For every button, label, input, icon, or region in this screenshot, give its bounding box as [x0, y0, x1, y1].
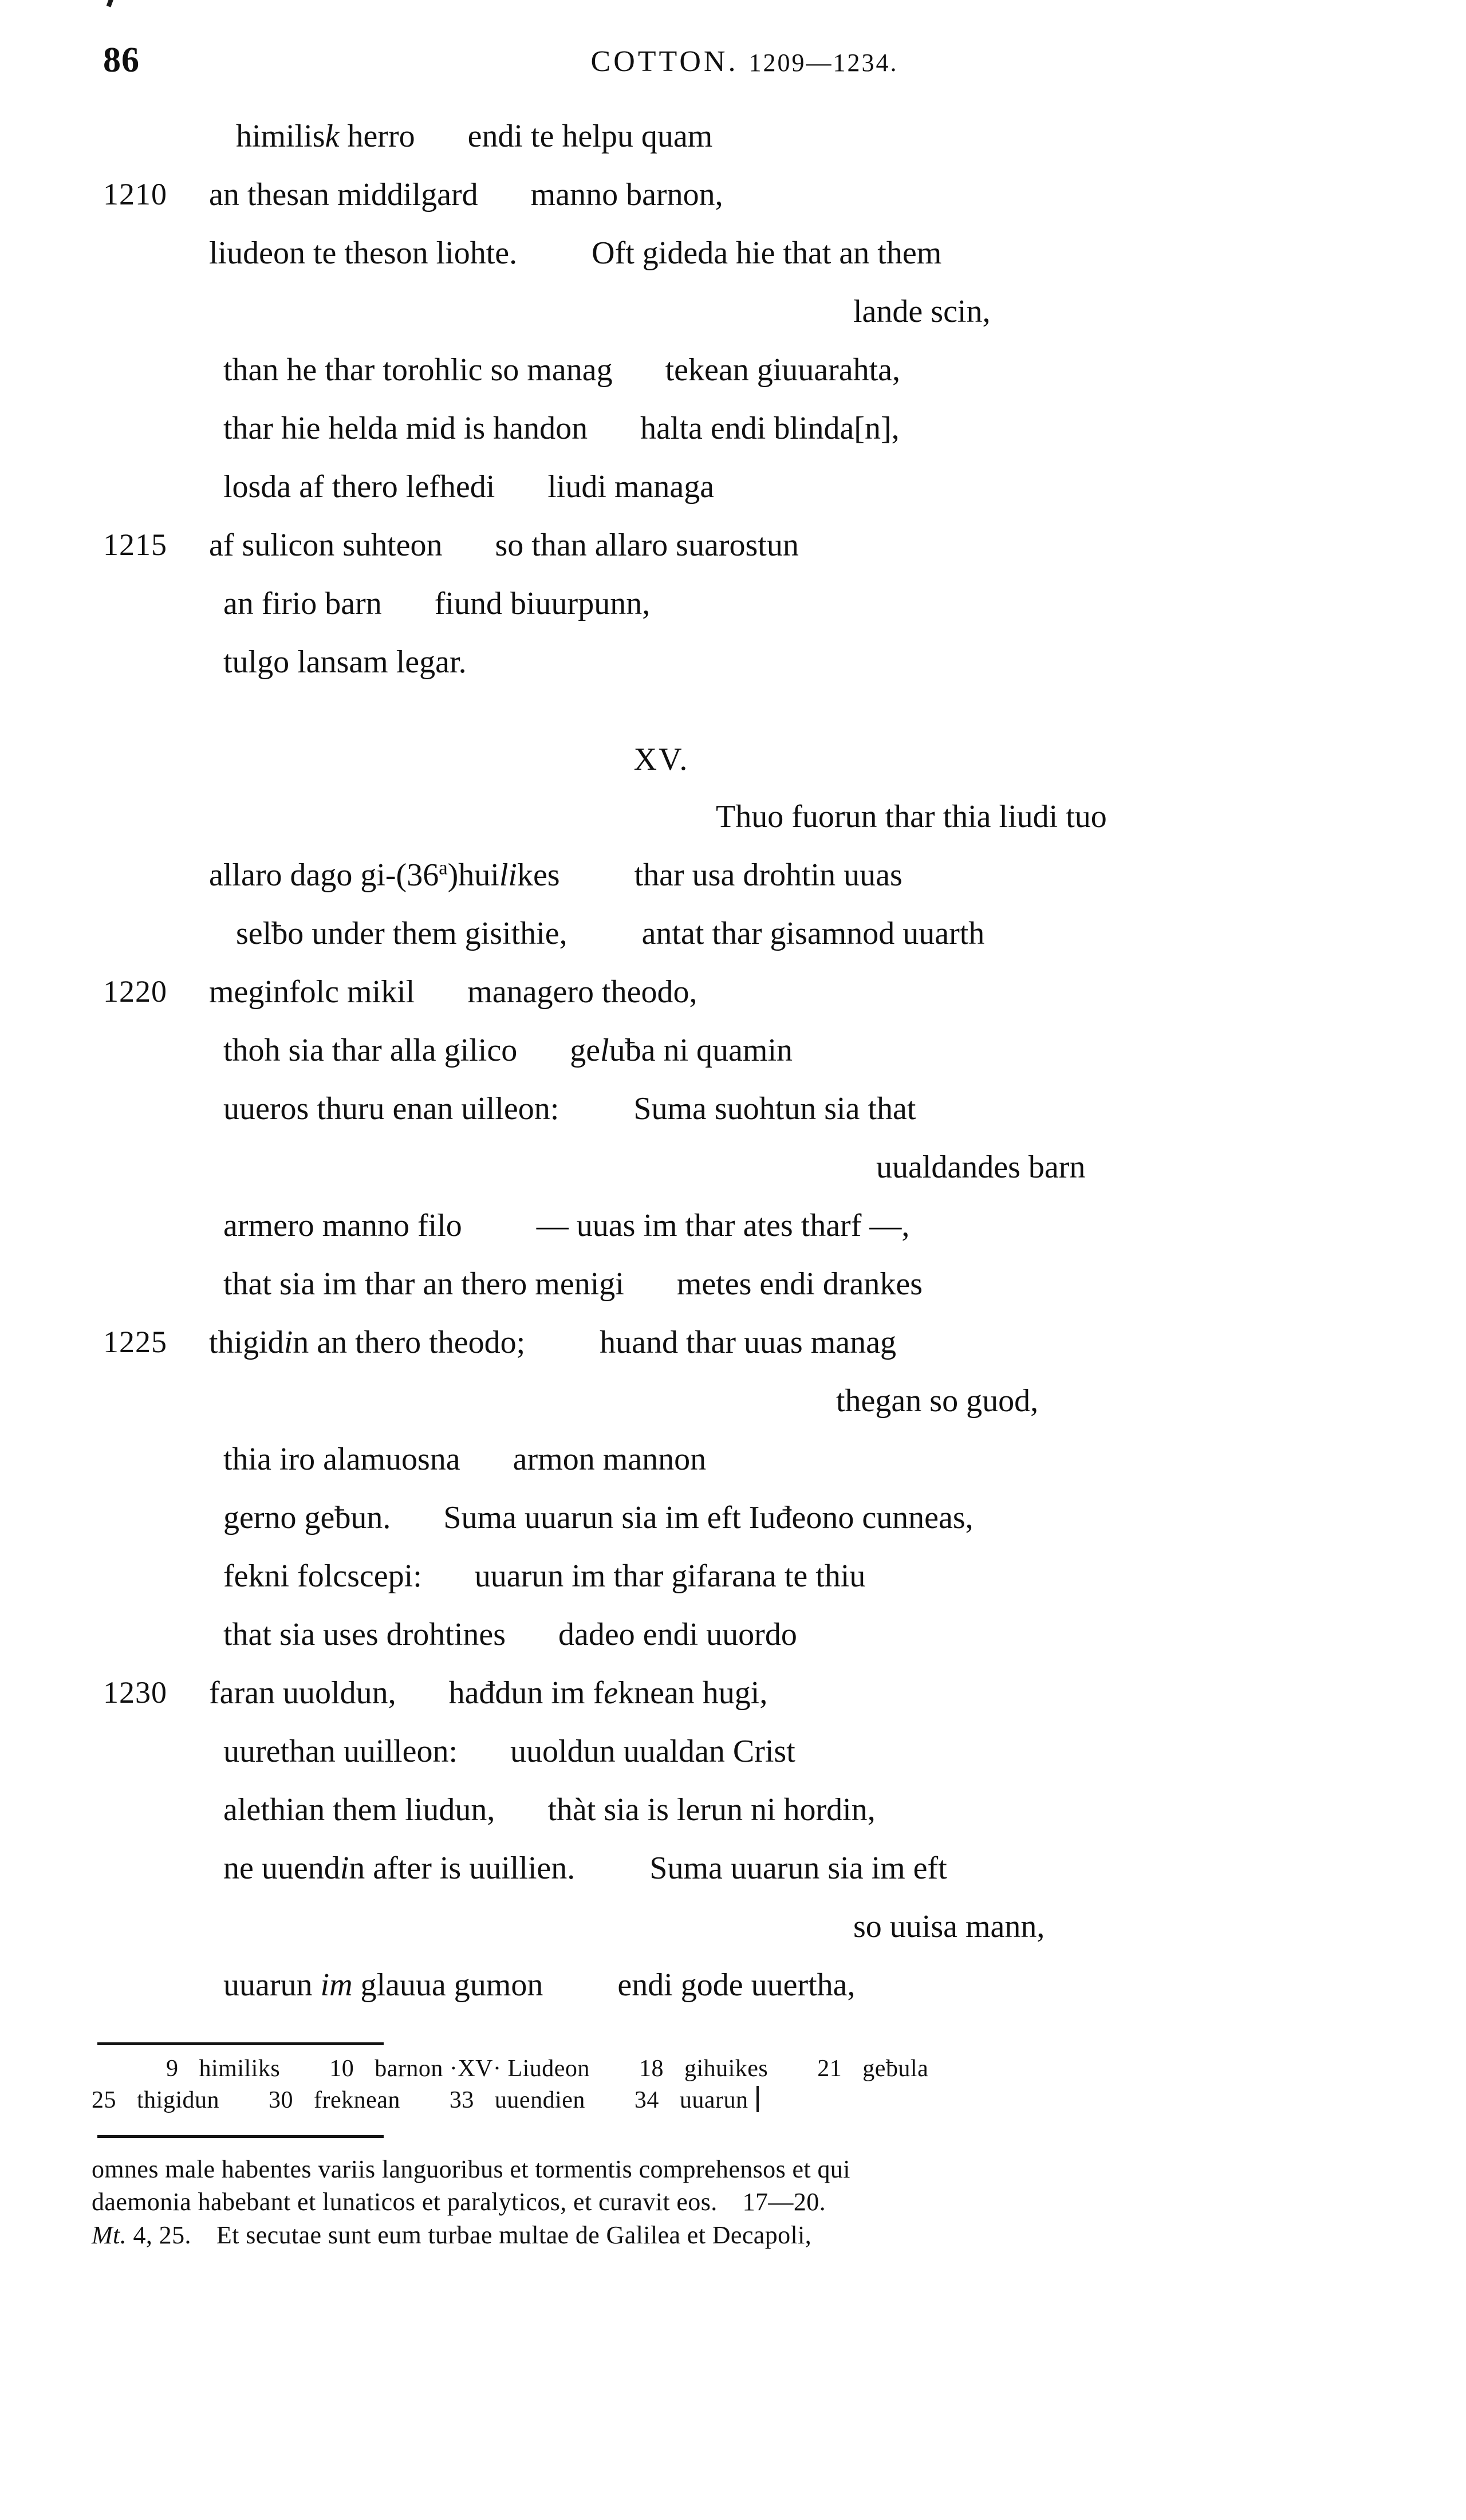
verse-text-run: uuoldun uualdan Crist [510, 1734, 795, 1769]
verse-line-text [223, 471, 714, 503]
verse-line [92, 529, 1374, 588]
verse-line-number: 1215 [103, 527, 167, 562]
verse-text-run: gerno geƀun. [223, 1500, 391, 1535]
apparatus-reading: barnon ·XV· Liudeon [375, 2056, 590, 2082]
verse-text-run: huand thar uuas manag [600, 1325, 896, 1360]
verse-text-run: thia iro alamuosna [223, 1442, 460, 1477]
chapter-heading: XV. [633, 742, 689, 777]
verse-text-run: so uuisa mann, [853, 1909, 1045, 1944]
verse-line-text [716, 801, 1107, 833]
verse-line-text [223, 1443, 706, 1475]
apparatus-end-bar [756, 2086, 759, 2112]
verse-line-text [236, 918, 984, 950]
verse-line-text [209, 179, 723, 211]
verse-text-run: uuarun im thar gifarana te thiu [474, 1558, 866, 1594]
verse-line [92, 1969, 1374, 2027]
verse-text-run: fekni folcscepi: [223, 1558, 422, 1594]
verse-line-text [223, 1619, 797, 1651]
verse-line-text [223, 1969, 856, 2001]
verse-text-run: Oft gideda hie that an them [592, 235, 942, 271]
verse-line [92, 1385, 1374, 1443]
verse-line [92, 588, 1374, 646]
verse-line-text [853, 1911, 1045, 1943]
source-note-chapter-ref: 4, 25. [133, 2220, 191, 2249]
running-head-title [92, 45, 1374, 78]
apparatus-line-number: 33 [449, 2086, 474, 2113]
verse-text-run: liudeon te theson liohte. [209, 235, 518, 271]
emended-letter: li [499, 857, 517, 893]
verse-text-run: Thuo fuorun thar thia liudi tuo [716, 799, 1107, 834]
verse-text-run: halta endi blinda[n], [640, 411, 900, 446]
source-note-line [92, 2186, 1374, 2218]
verse-text-run: alethian them liudun, [223, 1792, 495, 1828]
verse-text-run: uƀa ni quamin [609, 1033, 793, 1068]
verse-text-run: af sulicon suhteon [209, 527, 443, 563]
verse-line [92, 1911, 1374, 1969]
source-note-text: daemonia habebant et lunaticos et paralyticos, et curavit eos. [92, 2188, 718, 2216]
verse-text-run: thigid [209, 1325, 284, 1360]
verse-text-run: than he thar torohlic so manag [223, 352, 613, 388]
source-note-text: omnes male habentes variis languoribus et tormentis comprehensos et qui [92, 2155, 850, 2184]
verse-text-run: uurethan uuilleon: [223, 1734, 458, 1769]
verse-line [92, 976, 1374, 1034]
verse-line [92, 1151, 1374, 1210]
verse-text-run: Suma suohtun sia that [633, 1091, 916, 1127]
verse-line [92, 1034, 1374, 1093]
verse-text-run: managero theodo, [467, 974, 697, 1010]
verse-line-text [223, 1735, 795, 1767]
verse-line [92, 471, 1374, 529]
verse-line [92, 1093, 1374, 1151]
verse-line-text [209, 976, 697, 1008]
verse-text-run: that sia uses drohtines [223, 1617, 506, 1652]
verse-line-text [223, 588, 650, 620]
verse-line [92, 354, 1374, 412]
verse-line [92, 1210, 1374, 1268]
verse-line-text [836, 1385, 1038, 1417]
verse-line-text [223, 1034, 793, 1066]
source-note-rule [97, 2135, 384, 2138]
verse-text-run: losda af thero lefhedi [223, 469, 495, 505]
apparatus-line-number: 18 [639, 2056, 664, 2082]
verse-text-run: armon mannon [513, 1442, 707, 1477]
verse-line-text [209, 529, 799, 561]
apparatus-reading: uuarun [679, 2086, 748, 2113]
emended-letter: l [600, 1033, 609, 1068]
apparatus-reading: geƀula [862, 2056, 929, 2082]
verse-text-run: thoh sia thar alla gilico [223, 1033, 518, 1068]
verse-text-run: thàt sia is lerun ni hordin, [547, 1792, 876, 1828]
verse-text-run: lande scin, [853, 294, 991, 329]
page-number: 86 [103, 41, 140, 80]
verse-text-run: an thesan middilgard [209, 177, 478, 212]
apparatus-line-number: 30 [269, 2086, 294, 2113]
verse-text-run: himilis [236, 119, 325, 154]
verse-line [92, 412, 1374, 471]
verse-text-run: Suma uuarun sia im eft Iuđeono cunneas, [443, 1500, 974, 1535]
verse-text-run: armero manno filo [223, 1208, 462, 1243]
verse-line-text [209, 1326, 896, 1359]
running-head-source: COTTON. [590, 45, 739, 78]
verse-text-run: thar hie helda mid is handon [223, 411, 588, 446]
verse-text-run: that sia im thar an thero menigi [223, 1266, 624, 1302]
verse-text-run: manno barnon, [530, 177, 723, 212]
verse-line [92, 1502, 1374, 1560]
verse-text-run: endi gode uuertha, [617, 1967, 856, 2003]
verse-text-run: n an thero theodo; [293, 1325, 526, 1360]
verse-text-run: — uuas im thar ates tharf —, [536, 1208, 910, 1243]
verse-line-text [223, 646, 467, 678]
verse-text-run: allaro dago gi-(36 [209, 857, 439, 893]
verse-text-run: antat thar gisamnod uuarth [641, 916, 985, 951]
verse-line-number: 1230 [103, 1675, 167, 1710]
verse-text-run: endi te helpu quam [467, 119, 713, 154]
apparatus-rule [97, 2042, 384, 2045]
verse-line-text [876, 1151, 1085, 1183]
apparatus-reading: thigidun [137, 2086, 220, 2113]
verse-text-run: ne uuend [223, 1850, 340, 1886]
verse-text-run: uuarun [223, 1967, 321, 2003]
verse-block-upper [92, 120, 1374, 704]
verse-text-run: hađdun im f [448, 1675, 604, 1711]
verse-line [92, 918, 1374, 976]
verse-text-run: an firio barn [223, 586, 382, 621]
verse-line-number: 1210 [103, 177, 167, 211]
verse-line-number: 1220 [103, 974, 167, 1009]
verse-text-run: Suma uuarun sia im eft [649, 1850, 947, 1886]
verse-text-run: )hui [447, 857, 499, 893]
verse-line-text [223, 1268, 923, 1300]
verse-line-text [853, 296, 990, 328]
verse-line [92, 1619, 1374, 1677]
verse-line-text [223, 354, 900, 386]
source-note-line [92, 2153, 1374, 2186]
verse-line-text [236, 120, 712, 152]
verse-line-text [223, 1852, 947, 1884]
verse-text-run: selƀo under them gisithie, [236, 916, 568, 951]
verse-line [92, 1326, 1374, 1385]
emended-letter: im [320, 1967, 353, 2003]
verse-text-run: ge [570, 1033, 601, 1068]
verse-text-run: thegan so guod, [836, 1383, 1039, 1419]
verse-text-run: n after is uuillien. [349, 1850, 576, 1886]
verse-text-run: tulgo lansam legar. [223, 644, 467, 680]
apparatus-reading: freknean [314, 2086, 400, 2113]
verse-line [92, 1677, 1374, 1735]
verse-line-text [223, 1093, 916, 1125]
verse-line-text [209, 1677, 767, 1709]
verse-line-text [223, 1560, 865, 1592]
verse-text-run: so than allaro suarostun [495, 527, 799, 563]
verse-line-text [223, 1794, 876, 1826]
verse-line [92, 1560, 1374, 1619]
emended-letter: e [604, 1675, 618, 1711]
verse-text-run: metes endi drankes [676, 1266, 923, 1302]
verse-line [92, 120, 1374, 179]
running-head-line-range: 1209—1234. [748, 49, 898, 77]
verse-text-run: faran uuoldun, [209, 1675, 396, 1711]
apparatus-reading: uuendien [494, 2086, 585, 2113]
verse-line-text [223, 412, 900, 444]
apparatus-reading: gihuikes [684, 2056, 769, 2082]
verse-line [92, 1268, 1374, 1326]
verse-line [92, 856, 1374, 918]
apparatus-line-number: 10 [329, 2056, 354, 2082]
apparatus-reading: himiliks [199, 2056, 281, 2082]
verse-text-run: meginfolc mikil [209, 974, 415, 1010]
verse-text-run: liudi managa [547, 469, 715, 505]
verse-text-run: fiund biuurpunn, [434, 586, 651, 621]
running-head [92, 0, 1374, 97]
source-note-book-sigil: Mt. [92, 2220, 127, 2249]
verse-line [92, 296, 1374, 354]
verse-line-text [223, 1210, 909, 1242]
verse-text-run: kes [517, 857, 560, 893]
verse-line [92, 1852, 1374, 1911]
verse-line [92, 1794, 1374, 1852]
verse-line [92, 646, 1374, 704]
apparatus-line [92, 2053, 1374, 2085]
verse-line [92, 1443, 1374, 1502]
verse-line [92, 801, 1374, 859]
source-note-line [92, 2219, 1374, 2251]
verse-text-run: uueros thuru enan uilleon: [223, 1091, 559, 1127]
verse-line-number: 1225 [103, 1325, 167, 1359]
verse-text-run: dadeo endi uuordo [558, 1617, 797, 1652]
verse-block-lower [92, 801, 1374, 2027]
source-note-verse-ref: 17—20. [742, 2188, 826, 2216]
critical-apparatus [92, 2053, 1374, 2116]
verse-line-text [209, 856, 903, 893]
verse-text-run: knean hugi, [618, 1675, 768, 1711]
apparatus-line [92, 2085, 1374, 2116]
emended-letter: i [340, 1850, 349, 1886]
verse-line-text [209, 237, 941, 269]
emended-letter: k [325, 119, 340, 154]
apparatus-line-number: 34 [634, 2086, 659, 2113]
latin-source-note [92, 2153, 1374, 2251]
verse-line-text [223, 1502, 974, 1534]
verse-text-run: tekean giuuarahta, [665, 352, 901, 388]
verse-line [92, 179, 1374, 237]
verse-text-run: thar usa drohtin uuas [634, 857, 903, 893]
verse-text-run: uualdandes barn [876, 1149, 1086, 1185]
source-note-text: Et secutae sunt eum turbae multae de Galilea et Decapoli, [216, 2220, 812, 2249]
apparatus-line-number: 9 [166, 2056, 179, 2082]
verse-line [92, 1735, 1374, 1794]
apparatus-line-number: 21 [817, 2056, 842, 2082]
verse-text-run: herro [339, 119, 415, 154]
apparatus-line-number: 25 [92, 2086, 116, 2113]
emended-letter: i [283, 1325, 293, 1360]
verse-text-run: glauua gumon [352, 1967, 543, 2003]
verse-line [92, 237, 1374, 296]
folio-superscript: a [439, 856, 448, 879]
